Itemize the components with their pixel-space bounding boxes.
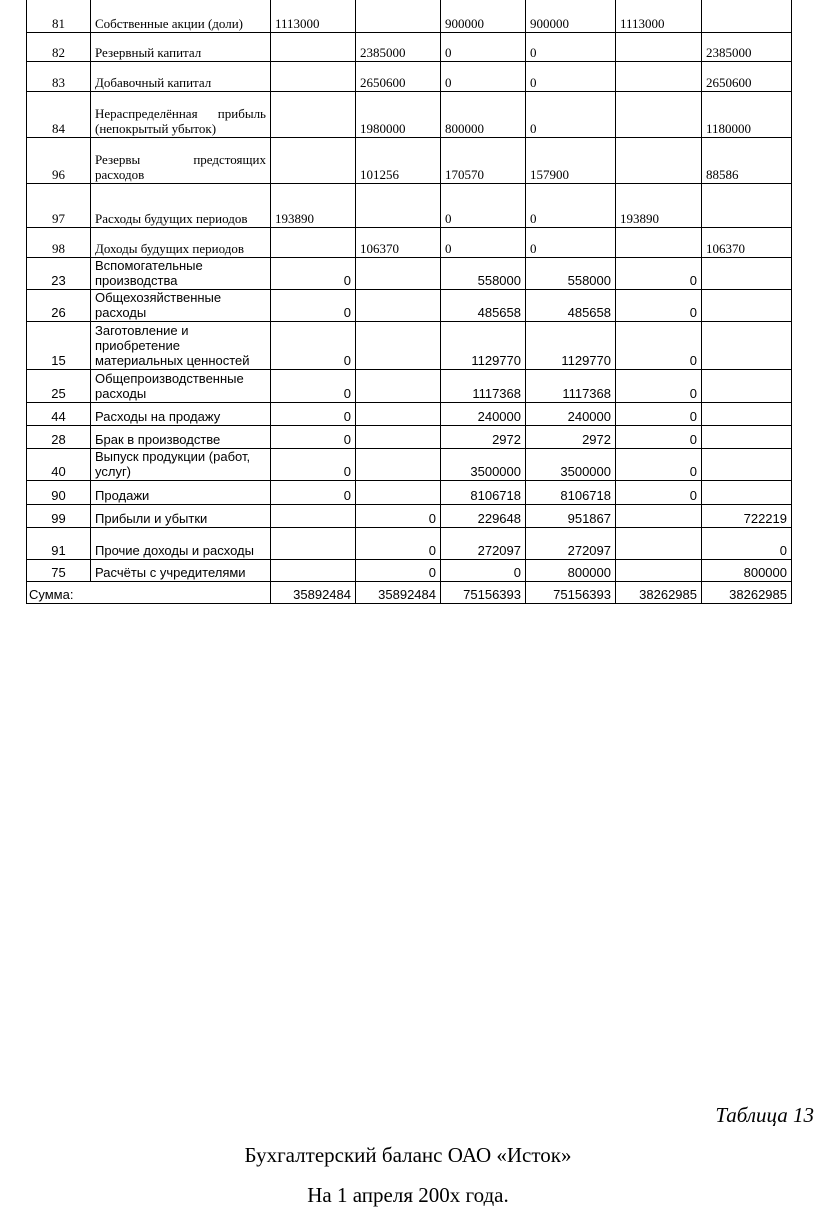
- turnover-credit: 0: [526, 184, 616, 228]
- turnover-credit: 2972: [526, 426, 616, 449]
- opening-debit: [271, 92, 356, 138]
- opening-debit: [271, 228, 356, 258]
- total-closing-credit: 38262985: [702, 582, 792, 604]
- document-title: Бухгалтерский баланс ОАО «Исток»: [244, 1143, 572, 1167]
- accounts-turnover-table: [26, 0, 792, 604]
- closing-debit: [616, 138, 702, 184]
- closing-credit: [702, 184, 792, 228]
- opening-debit: [271, 560, 356, 582]
- table-row: [27, 92, 792, 138]
- opening-debit: [271, 505, 356, 528]
- opening-credit: 101256: [356, 138, 441, 184]
- closing-credit: 800000: [702, 560, 792, 582]
- account-name: Брак в производстве: [91, 426, 271, 449]
- closing-credit: 1180000: [702, 92, 792, 138]
- closing-credit: 2385000: [702, 33, 792, 62]
- opening-credit: 0: [356, 528, 441, 560]
- account-name: Резервы предстоящих расходов: [91, 138, 271, 184]
- account-name: Общехозяйственные расходы: [91, 290, 271, 322]
- turnover-credit: 485658: [526, 290, 616, 322]
- opening-credit: 0: [356, 505, 441, 528]
- turnover-credit: 558000: [526, 258, 616, 290]
- opening-credit: [356, 403, 441, 426]
- turnover-debit: 558000: [441, 258, 526, 290]
- opening-debit: 0: [271, 403, 356, 426]
- table-row: [27, 290, 792, 322]
- turnover-debit: 229648: [441, 505, 526, 528]
- account-name: Добавочный капитал: [91, 62, 271, 92]
- account-code: 44: [27, 403, 91, 426]
- closing-credit: [702, 322, 792, 370]
- closing-credit: 2650600: [702, 62, 792, 92]
- turnover-credit: 272097: [526, 528, 616, 560]
- closing-debit: [616, 62, 702, 92]
- closing-debit: 0: [616, 403, 702, 426]
- closing-credit: [702, 449, 792, 481]
- turnover-credit: 157900: [526, 138, 616, 184]
- closing-debit: 0: [616, 370, 702, 403]
- closing-credit: [702, 290, 792, 322]
- account-name: Прочие доходы и расходы: [91, 528, 271, 560]
- account-name: Общепроизводственные расходы: [91, 370, 271, 403]
- closing-debit: [616, 528, 702, 560]
- opening-debit: [271, 528, 356, 560]
- opening-debit: [271, 33, 356, 62]
- turnover-credit: 240000: [526, 403, 616, 426]
- turnover-credit: 951867: [526, 505, 616, 528]
- opening-credit: [356, 481, 441, 505]
- table-row: [27, 258, 792, 290]
- closing-debit: 0: [616, 481, 702, 505]
- turnover-credit: 0: [526, 62, 616, 92]
- account-name: Резервный капитал: [91, 33, 271, 62]
- account-name: Расчёты с учредителями: [91, 560, 271, 582]
- table-number: Таблица 13: [715, 1103, 814, 1127]
- opening-credit: 2650600: [356, 62, 441, 92]
- turnover-debit: 170570: [441, 138, 526, 184]
- table-row: [27, 403, 792, 426]
- closing-debit: 0: [616, 426, 702, 449]
- table-row: [27, 0, 792, 33]
- account-code: 28: [27, 426, 91, 449]
- table-row: [27, 505, 792, 528]
- opening-debit: 0: [271, 481, 356, 505]
- turnover-debit: 0: [441, 228, 526, 258]
- opening-debit: 0: [271, 449, 356, 481]
- opening-debit: 193890: [271, 184, 356, 228]
- closing-credit: 722219: [702, 505, 792, 528]
- table-row: [27, 228, 792, 258]
- closing-debit: [616, 228, 702, 258]
- opening-credit: [356, 426, 441, 449]
- account-name: Вспомогательные производства: [91, 258, 271, 290]
- turnover-debit: 0: [441, 184, 526, 228]
- closing-credit: [702, 481, 792, 505]
- table-row: [27, 184, 792, 228]
- table-row: [27, 370, 792, 403]
- closing-debit: [616, 92, 702, 138]
- account-code: 99: [27, 505, 91, 528]
- document-subtitle: На 1 апреля 200х года.: [307, 1183, 509, 1207]
- table-row: [27, 528, 792, 560]
- turnover-debit: 8106718: [441, 481, 526, 505]
- closing-credit: [702, 258, 792, 290]
- opening-credit: [356, 370, 441, 403]
- turnover-debit: 900000: [441, 0, 526, 33]
- table-row: [27, 560, 792, 582]
- turnover-credit: 800000: [526, 560, 616, 582]
- table-row: [27, 138, 792, 184]
- closing-debit: 0: [616, 258, 702, 290]
- total-opening-credit: 35892484: [356, 582, 441, 604]
- total-turnover-debit: 75156393: [441, 582, 526, 604]
- account-code: 91: [27, 528, 91, 560]
- table-row: [27, 322, 792, 370]
- opening-debit: 0: [271, 426, 356, 449]
- opening-credit: 2385000: [356, 33, 441, 62]
- opening-credit: [356, 290, 441, 322]
- turnover-debit: 800000: [441, 92, 526, 138]
- account-code: 81: [27, 0, 91, 33]
- turnover-credit: 1129770: [526, 322, 616, 370]
- account-code: 83: [27, 62, 91, 92]
- turnover-credit: 0: [526, 92, 616, 138]
- turnover-debit: 0: [441, 62, 526, 92]
- turnover-debit: 1129770: [441, 322, 526, 370]
- opening-credit: [356, 258, 441, 290]
- account-name: Доходы будущих периодов: [91, 228, 271, 258]
- table-row: [27, 449, 792, 481]
- opening-debit: [271, 138, 356, 184]
- account-name: Продажи: [91, 481, 271, 505]
- turnover-debit: 485658: [441, 290, 526, 322]
- total-closing-debit: 38262985: [616, 582, 702, 604]
- opening-credit: 106370: [356, 228, 441, 258]
- turnover-credit: 8106718: [526, 481, 616, 505]
- account-name: Выпуск продукции (работ, услуг): [91, 449, 271, 481]
- total-row: [27, 582, 792, 604]
- total-turnover-credit: 75156393: [526, 582, 616, 604]
- turnover-credit: 0: [526, 228, 616, 258]
- account-code: 90: [27, 481, 91, 505]
- turnover-debit: 2972: [441, 426, 526, 449]
- account-code: 25: [27, 370, 91, 403]
- closing-debit: 0: [616, 449, 702, 481]
- closing-debit: 193890: [616, 184, 702, 228]
- account-code: 23: [27, 258, 91, 290]
- account-name: Заготовление и приобретение материальных ценностей: [91, 322, 271, 370]
- turnover-credit: 3500000: [526, 449, 616, 481]
- account-code: 40: [27, 449, 91, 481]
- turnover-debit: 272097: [441, 528, 526, 560]
- closing-debit: 0: [616, 290, 702, 322]
- closing-debit: [616, 560, 702, 582]
- turnover-debit: 1117368: [441, 370, 526, 403]
- account-code: 97: [27, 184, 91, 228]
- closing-credit: [702, 0, 792, 33]
- account-name: Прибыли и убытки: [91, 505, 271, 528]
- opening-credit: 1980000: [356, 92, 441, 138]
- closing-credit: [702, 403, 792, 426]
- opening-debit: 0: [271, 258, 356, 290]
- opening-debit: 0: [271, 290, 356, 322]
- account-code: 96: [27, 138, 91, 184]
- closing-credit: 0: [702, 528, 792, 560]
- turnover-debit: 0: [441, 560, 526, 582]
- closing-debit: [616, 505, 702, 528]
- account-code: 26: [27, 290, 91, 322]
- total-opening-debit: 35892484: [271, 582, 356, 604]
- closing-credit: [702, 426, 792, 449]
- turnover-credit: 900000: [526, 0, 616, 33]
- closing-credit: 88586: [702, 138, 792, 184]
- total-label: Сумма:: [27, 582, 271, 604]
- account-name: Расходы на продажу: [91, 403, 271, 426]
- turnover-credit: 0: [526, 33, 616, 62]
- table-row: [27, 426, 792, 449]
- turnover-credit: 1117368: [526, 370, 616, 403]
- account-code: 84: [27, 92, 91, 138]
- account-code: 15: [27, 322, 91, 370]
- account-name: Нераспределённая прибыль (непокрытый убыток): [91, 92, 271, 138]
- closing-credit: [702, 370, 792, 403]
- opening-credit: [356, 449, 441, 481]
- closing-debit: [616, 33, 702, 62]
- account-code: 98: [27, 228, 91, 258]
- turnover-debit: 3500000: [441, 449, 526, 481]
- closing-credit: 106370: [702, 228, 792, 258]
- account-code: 82: [27, 33, 91, 62]
- turnover-debit: 240000: [441, 403, 526, 426]
- opening-debit: 0: [271, 322, 356, 370]
- opening-debit: 1113000: [271, 0, 356, 33]
- opening-credit: 0: [356, 560, 441, 582]
- account-code: 75: [27, 560, 91, 582]
- account-name: Собственные акции (доли): [91, 0, 271, 33]
- opening-credit: [356, 184, 441, 228]
- opening-credit: [356, 322, 441, 370]
- closing-debit: 0: [616, 322, 702, 370]
- account-name: Расходы будущих периодов: [91, 184, 271, 228]
- opening-debit: 0: [271, 370, 356, 403]
- closing-debit: 1113000: [616, 0, 702, 33]
- opening-debit: [271, 62, 356, 92]
- turnover-debit: 0: [441, 33, 526, 62]
- table-row: [27, 33, 792, 62]
- table-row: [27, 481, 792, 505]
- table-row: [27, 62, 792, 92]
- opening-credit: [356, 0, 441, 33]
